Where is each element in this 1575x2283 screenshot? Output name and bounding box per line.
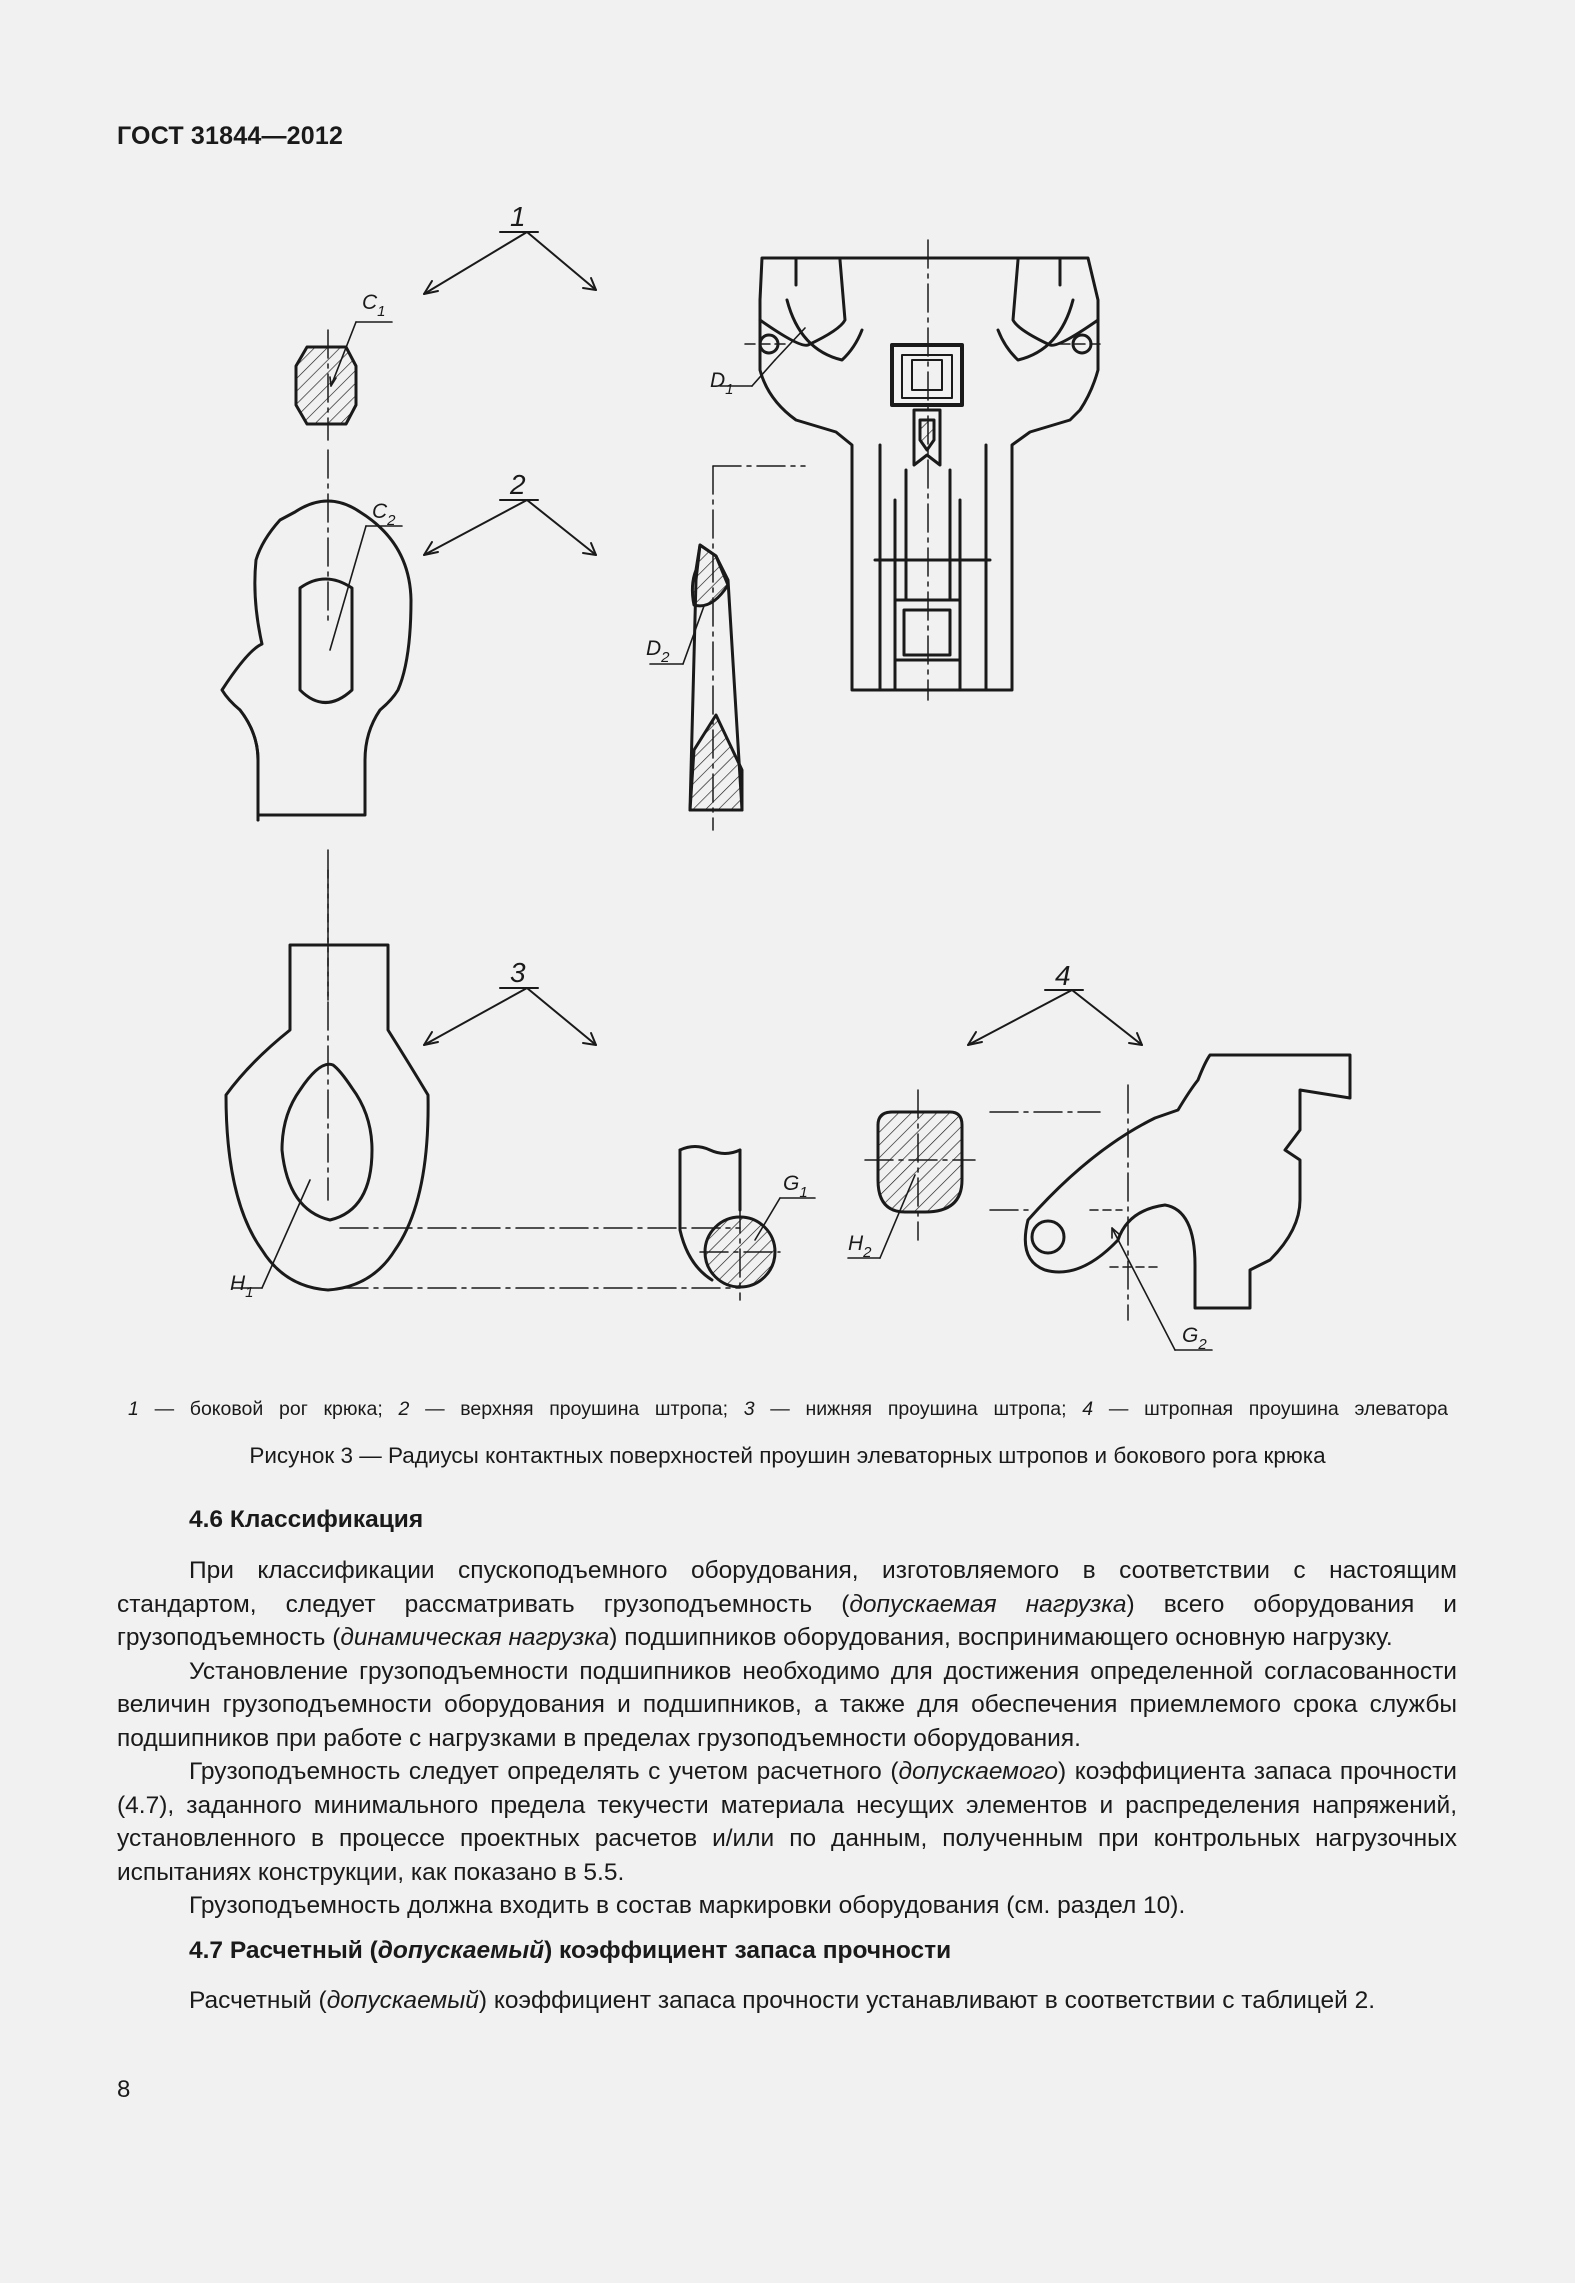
g1-hook-section — [340, 1147, 815, 1301]
callout-3: 3 — [510, 957, 526, 988]
label-h2: $H_2$ — [848, 1232, 872, 1261]
label-c2: $C_2$ — [372, 500, 396, 529]
label-c1: $C_1$ — [362, 291, 386, 320]
standard-header: ГОСТ 31844—2012 — [117, 122, 344, 150]
item-3-lower-eye — [226, 870, 596, 1290]
item-1-group — [424, 232, 596, 294]
figure-legend: 1 — боковой рог крюка; 2 — верхняя проушина штропа; 3 — нижняя проушина штропа; 4 — штропная проушина элеватора — [128, 1398, 1449, 1420]
label-d2: $D_2$ — [646, 637, 670, 666]
section-4-7-body — [117, 1984, 1457, 2018]
figure-3-drawing — [100, 180, 1500, 1380]
label-d1: $D_1$ — [710, 369, 734, 398]
paragraph: При классификации спускоподъемного оборудования, изготовляемого в соответствии с настоящим стандартом, следует рассматривать грузоподъемность (допускаемая нагрузка) всего оборудования и грузоподъемность (динамическая нагрузка) подшипников оборудования, воспринимающего основную нагрузку. — [117, 1557, 1457, 1651]
paragraph: Установление грузоподъемности подшипников необходимо для достижения определенной согласованности величин грузоподъемности оборудования и подшипников, а также для обеспечения приемлемого срока службы подшипников при работе с нагрузками в пределах грузоподъемности оборудования. — [117, 1657, 1457, 1752]
callout-1: 1 — [510, 201, 526, 232]
c2-upper-eye — [222, 450, 596, 1000]
label-g2: $G_2$ — [1182, 1324, 1207, 1353]
c1-section — [296, 322, 392, 440]
label-g1: $G_1$ — [783, 1172, 808, 1201]
section-4-6-body — [117, 1554, 1457, 1923]
callout-4: 4 — [1055, 960, 1071, 991]
d2-hook-horn — [650, 466, 805, 830]
paragraph: Грузоподъемность должна входить в состав маркировки оборудования (см. раздел 10). — [189, 1892, 1186, 1919]
paragraph: Расчетный (допускаемый) коэффициент запаса прочности устанавливают в соответствии с таблицей 2. — [189, 1987, 1376, 2014]
section-4-7-title: 4.7 Расчетный (допускаемый) коэффициент запаса прочности — [189, 1937, 952, 1964]
section-4-6-title: 4.6 Классификация — [189, 1506, 424, 1533]
callout-2: 2 — [510, 469, 526, 500]
d1-hook-block — [720, 240, 1100, 700]
figure-caption: Рисунок 3 — Радиусы контактных поверхностей проушин элеваторных штропов и бокового рога крюка — [249, 1443, 1326, 1468]
item-4-elevator-eye — [848, 990, 1350, 1350]
page-number: 8 — [117, 2076, 131, 2103]
paragraph: Грузоподъемность следует определять с учетом расчетного (допускаемого) коэффициента запаса прочности (4.7), заданного минимального предела текучести материала несущих элементов и распределения напряжений, установленного в процессе проектных расчетов и/или по данным, полученным при контрольных нагрузочных испытаниях конструкции, как показано в 5.5. — [117, 1758, 1457, 1886]
label-h1: $H_1$ — [230, 1272, 254, 1301]
